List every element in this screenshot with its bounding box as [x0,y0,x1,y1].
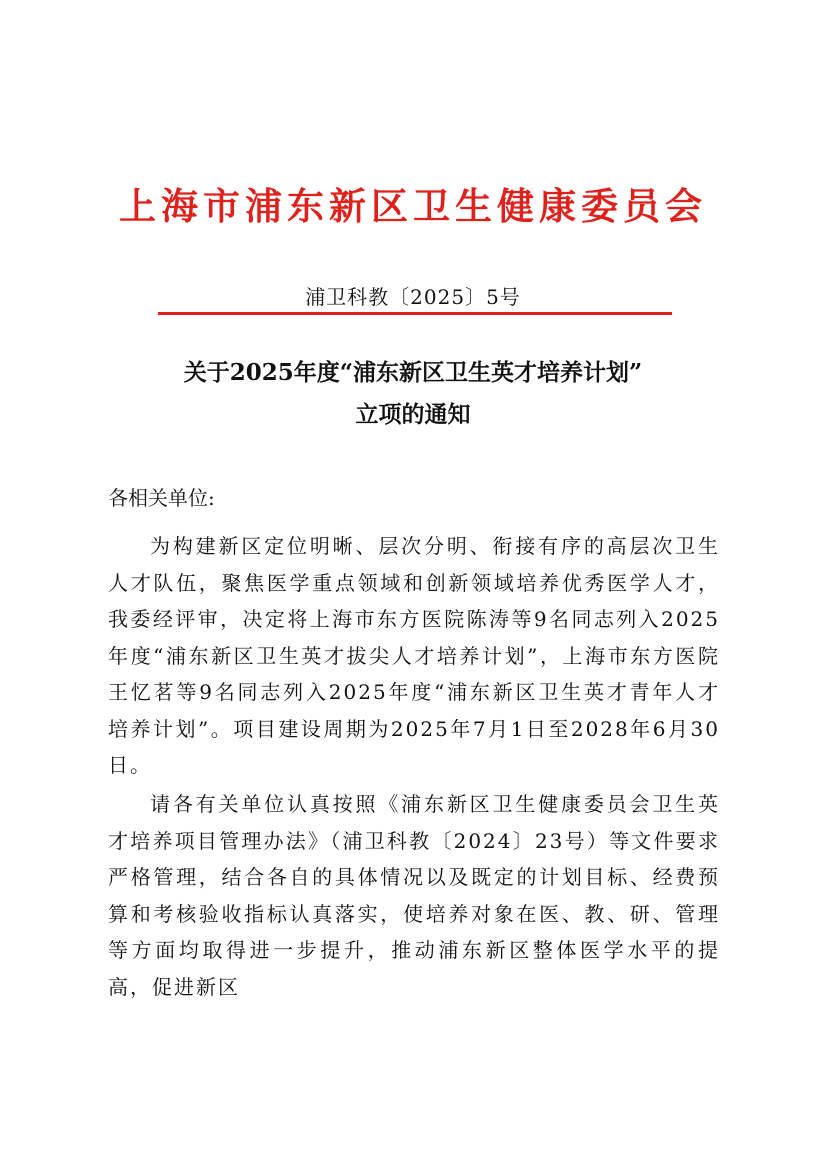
document-number: 浦卫科教〔2025〕5号 [305,285,521,309]
notice-title [0,352,826,436]
salutation: 各相关单位: [108,486,215,510]
notice-title-line-2: 立项的通知 [355,401,471,428]
notice-title-line-1: 关于2025年度“浦东新区卫生英才培养计划” [183,359,643,386]
body-paragraph-1: 为构建新区定位明晰、层次分明、衔接有序的高层次卫生人才队伍，聚焦医学重点领域和创新领域培养优秀医学人才，我委经评审，决定将上海市东方医院陈涛等9名同志列入2025年度“浦东新区卫生英才拔尖人才培养计划”，上海市东方医院王忆茗等9名同志列入2025年度“浦东新区卫生英才青年人才培养计划”。项目建设周期为2025年7月1日至2028年6月30日。 [108,534,720,777]
body-paragraph-2: 请各有关单位认真按照《浦东新区卫生健康委员会卫生英才培养项目管理办法》（浦卫科教〔2024〕23号）等文件要求严格管理，结合各自的具体情况以及既定的计划目标、经费预算和考核验收指标认真落实，使培养对象在医、教、研、管理等方面均取得进一步提升，推动浦东新区整体医学水平的提高，促进新区 [108,792,720,999]
red-divider-rule [158,312,672,315]
issuing-organization-header: 上海市浦东新区卫生健康委员会 [119,184,707,228]
